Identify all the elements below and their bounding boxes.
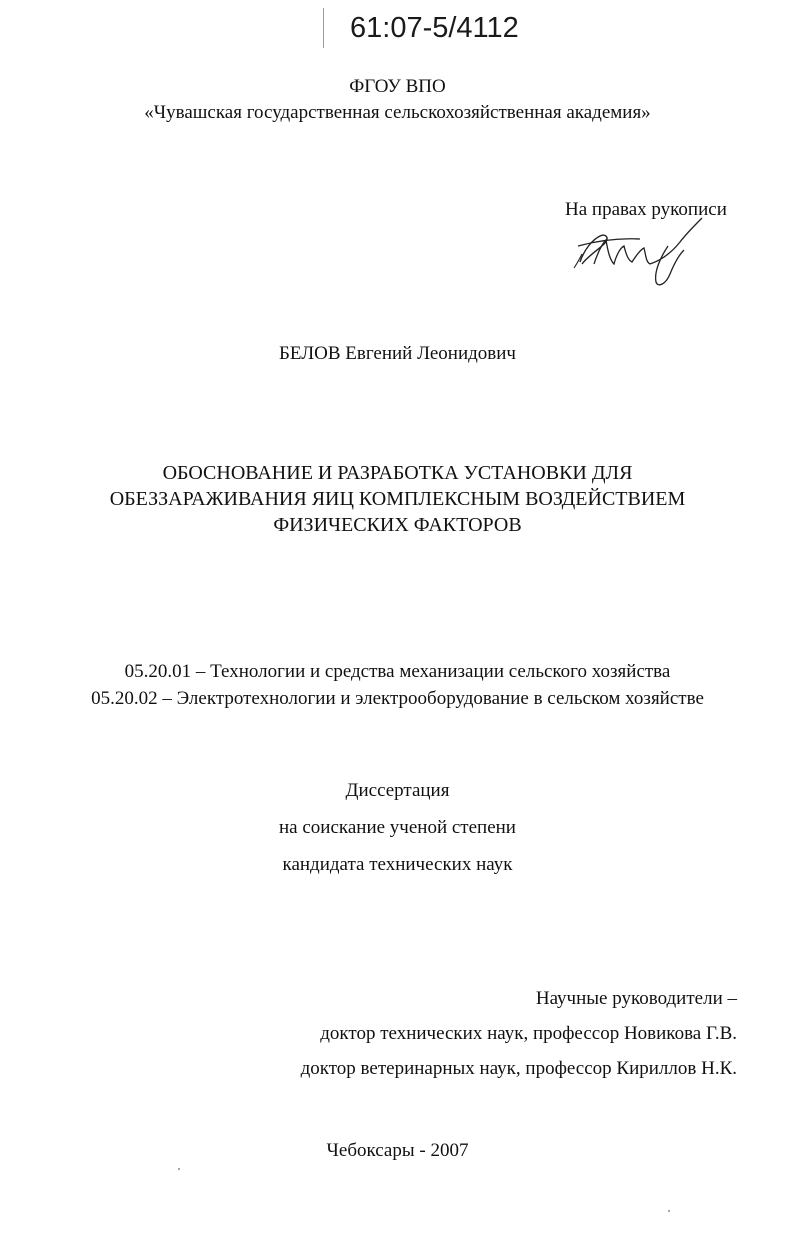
degree-purpose: на соискание ученой степени bbox=[279, 817, 516, 838]
dissertation-title bbox=[0, 460, 795, 538]
place-and-year: Чебоксары - 2007 bbox=[326, 1140, 469, 1161]
title-line: ОБЕЗЗАРАЖИВАНИЯ ЯИЦ КОМПЛЕКСНЫМ ВОЗДЕЙСТВИЕМ bbox=[109, 488, 686, 510]
supervisors-heading: Научные руководители – bbox=[535, 988, 737, 1009]
supervisor-second: доктор ветеринарных наук, профессор Кириллов Н.К. bbox=[300, 1058, 737, 1079]
rights-note: На правах рукописи bbox=[565, 199, 727, 220]
specialty-codes bbox=[0, 658, 795, 712]
supervisor-first: доктор технических наук, профессор Новикова Г.В. bbox=[320, 1023, 737, 1044]
author-name: БЕЛОВ Евгений Леонидович bbox=[279, 343, 516, 364]
author-signature bbox=[570, 212, 720, 292]
degree-name: кандидата технических наук bbox=[282, 854, 513, 875]
specialty-line: 05.20.02 – Электротехнологии и электрооборудование в сельском хозяйстве bbox=[91, 688, 704, 709]
specialty-line: 05.20.01 – Технологии и средства механизации сельского хозяйства bbox=[124, 661, 671, 682]
archive-stamp-code: 61:07-5/4112 bbox=[350, 12, 519, 44]
title-line: ФИЗИЧЕСКИХ ФАКТОРОВ bbox=[273, 514, 522, 536]
work-type: Диссертация bbox=[345, 780, 450, 801]
organization-type: ФГОУ ВПО bbox=[349, 76, 446, 97]
title-line: ОБОСНОВАНИЕ И РАЗРАБОТКА УСТАНОВКИ ДЛЯ bbox=[162, 462, 633, 484]
scan-speck bbox=[178, 1168, 180, 1170]
scan-speck bbox=[668, 1210, 670, 1212]
organization-name: «Чувашская государственная сельскохозяйственная академия» bbox=[144, 102, 651, 123]
scan-edge-mark bbox=[323, 8, 324, 48]
